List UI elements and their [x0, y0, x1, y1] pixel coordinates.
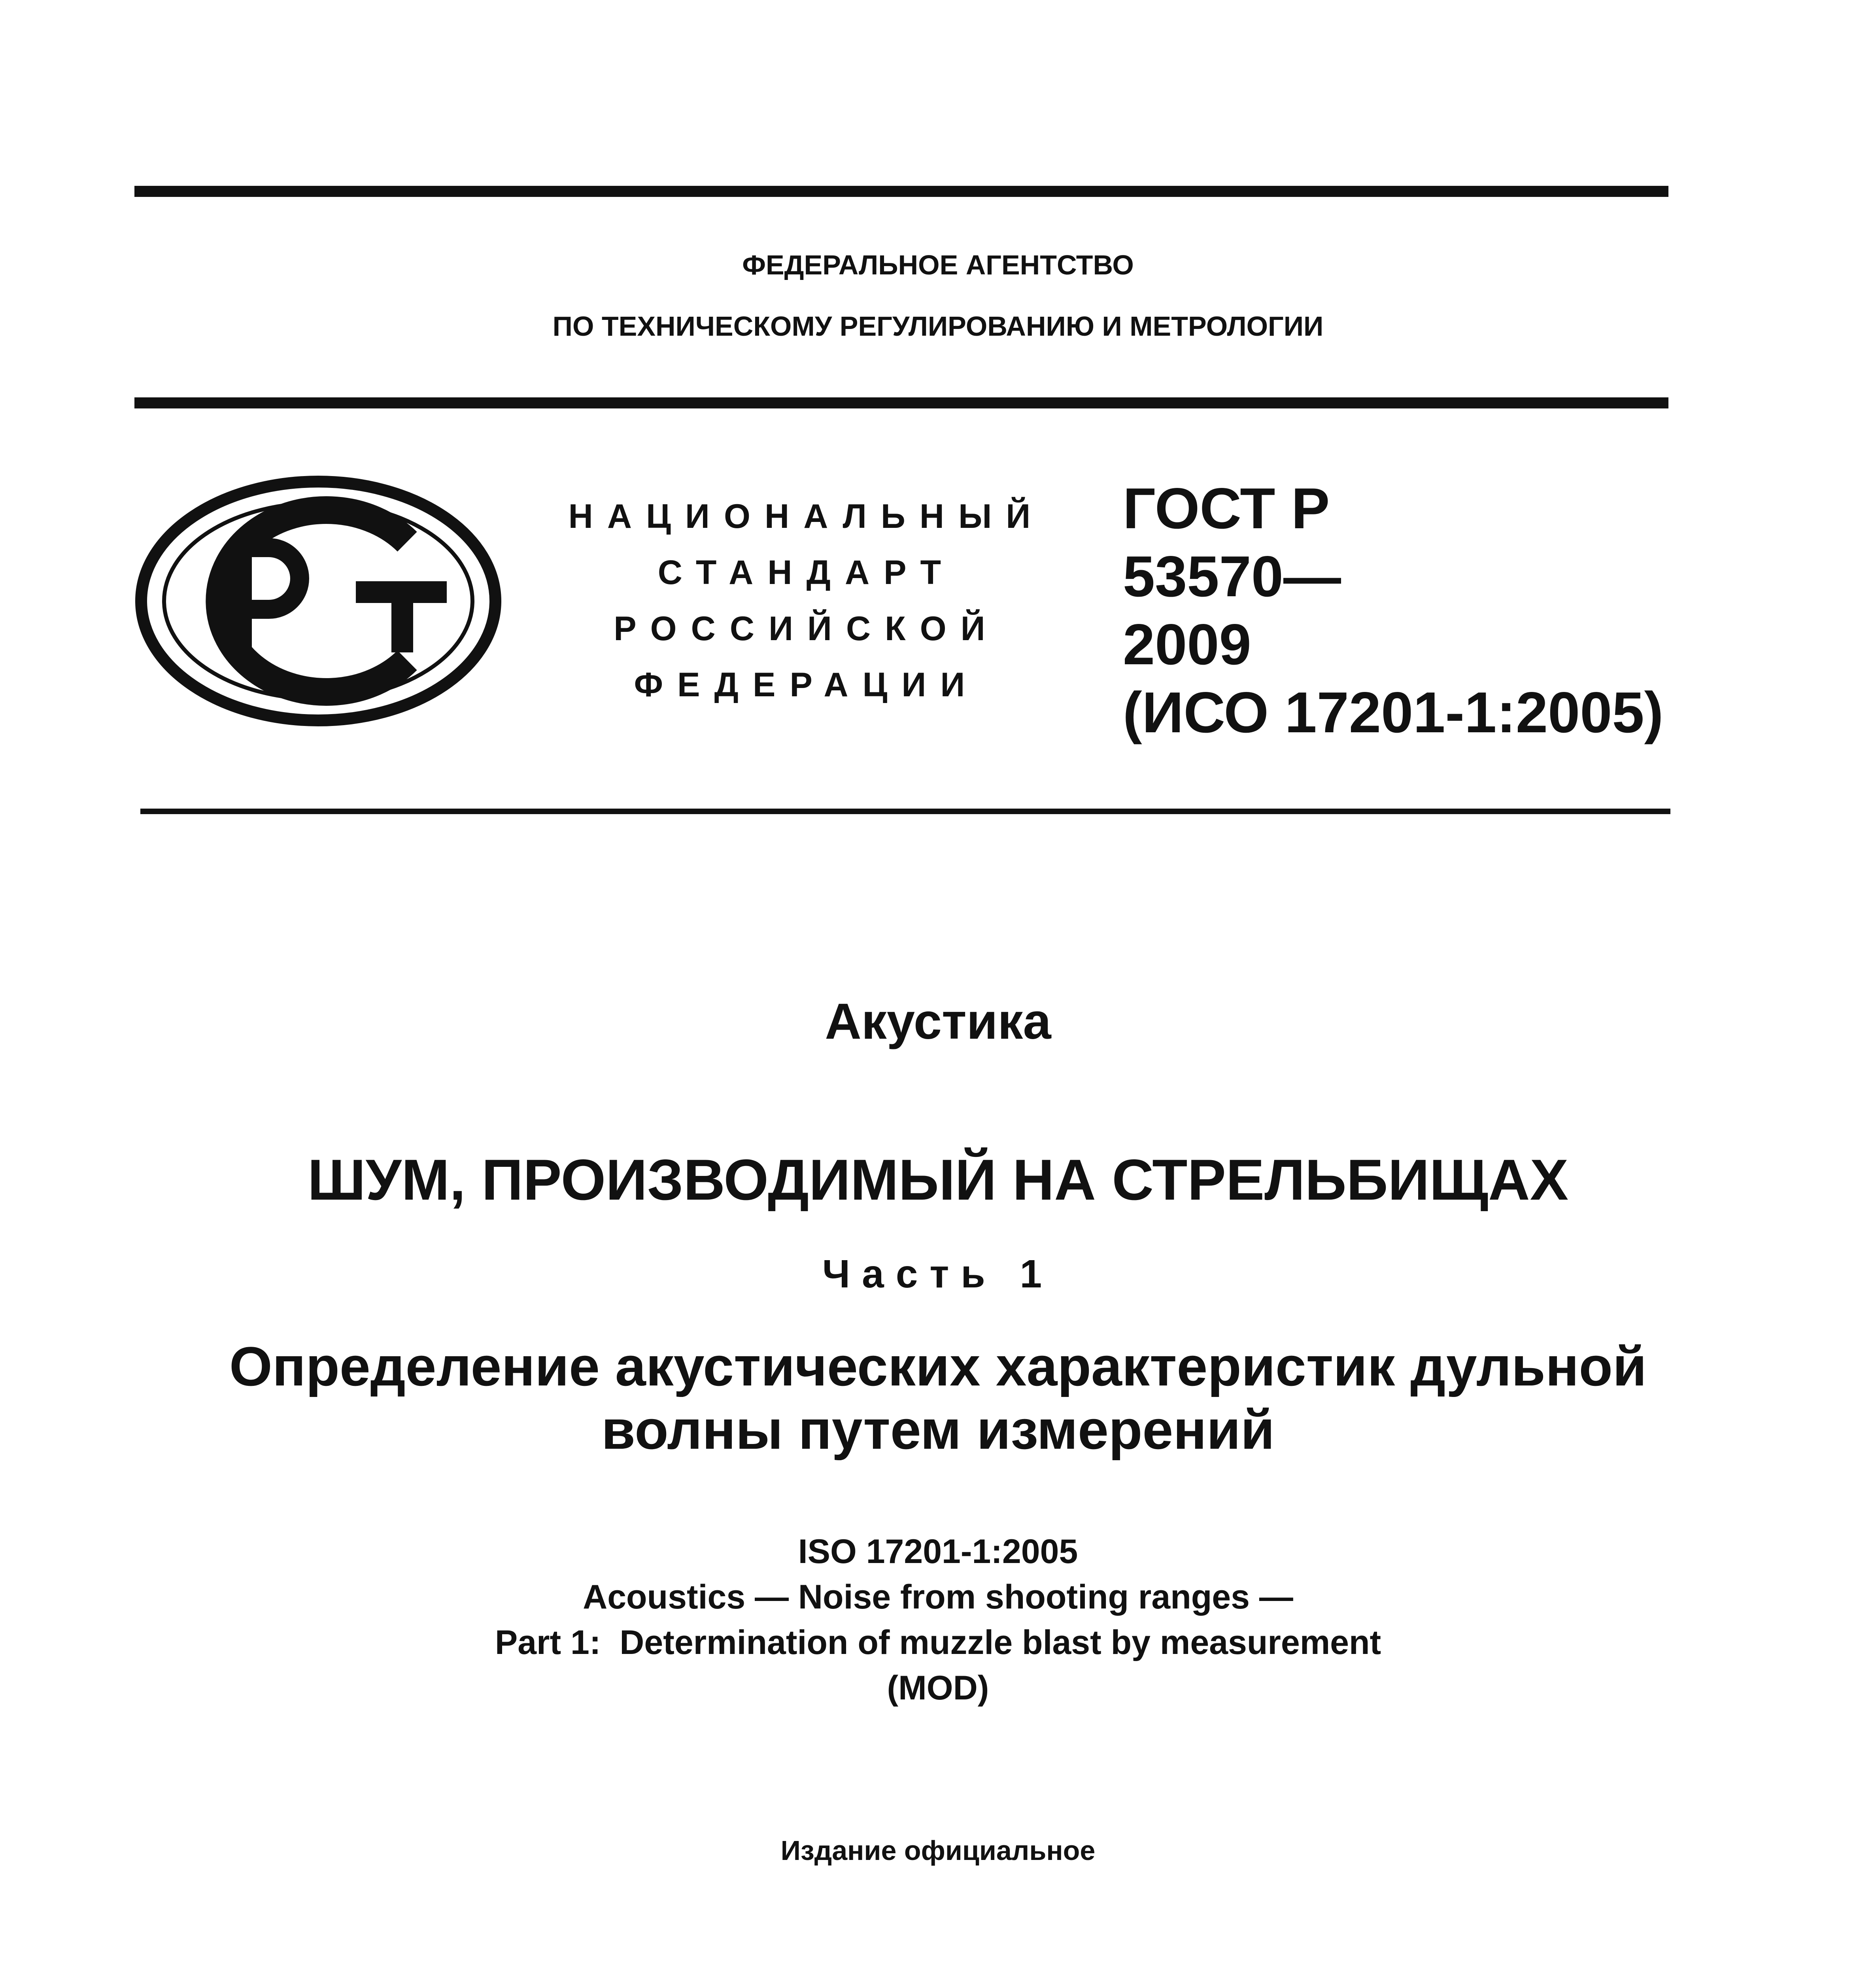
rostest-logo-icon: [134, 474, 502, 728]
iso-line-3: Part 1: Determination of muzzle blast by measurement: [495, 1624, 1381, 1661]
national-line-2: СТАНДАРТ: [657, 554, 956, 592]
national-line-4: ФЕДЕРАЦИИ: [634, 666, 979, 704]
topic-title: Акустика: [825, 993, 1051, 1050]
gost-line-1: ГОСТ Р: [1123, 476, 1330, 541]
main-title: ШУМ, ПРОИЗВОДИМЫЙ НА СТРЕЛЬБИЩАХ: [307, 1147, 1569, 1212]
gost-line-3: 2009: [1123, 612, 1251, 677]
part-label: Часть 1: [822, 1252, 1054, 1296]
standard-bottom-rule: [140, 809, 1670, 814]
agency-name-line-2: ПО ТЕХНИЧЕСКОМУ РЕГУЛИРОВАНИЮ И МЕТРОЛОГИИ: [552, 311, 1324, 342]
national-line-3: РОССИЙСКОЙ: [614, 610, 999, 648]
header-bottom-rule: [134, 397, 1668, 408]
subtitle-line-1: Определение акустических характеристик дульной: [229, 1335, 1647, 1397]
gost-line-4: (ИСО 17201-1:2005): [1123, 680, 1664, 745]
agency-name-line-1: ФЕДЕРАЛЬНОЕ АГЕНТСТВО: [742, 249, 1134, 280]
gost-designation: [1123, 474, 1663, 747]
top-rule: [134, 186, 1668, 197]
subtitle-line-2: волны путем измерений: [601, 1399, 1275, 1461]
iso-line-2: Acoustics — Noise from shooting ranges —: [583, 1578, 1293, 1616]
iso-line-1: ISO 17201-1:2005: [798, 1533, 1078, 1571]
iso-line-4: (MOD): [887, 1669, 989, 1707]
edition-label: Издание официальное: [780, 1835, 1096, 1866]
gost-line-2: 53570—: [1123, 544, 1341, 609]
national-line-1: НАЦИОНАЛЬНЫЙ: [568, 497, 1045, 535]
national-standard-label: [546, 488, 1067, 713]
